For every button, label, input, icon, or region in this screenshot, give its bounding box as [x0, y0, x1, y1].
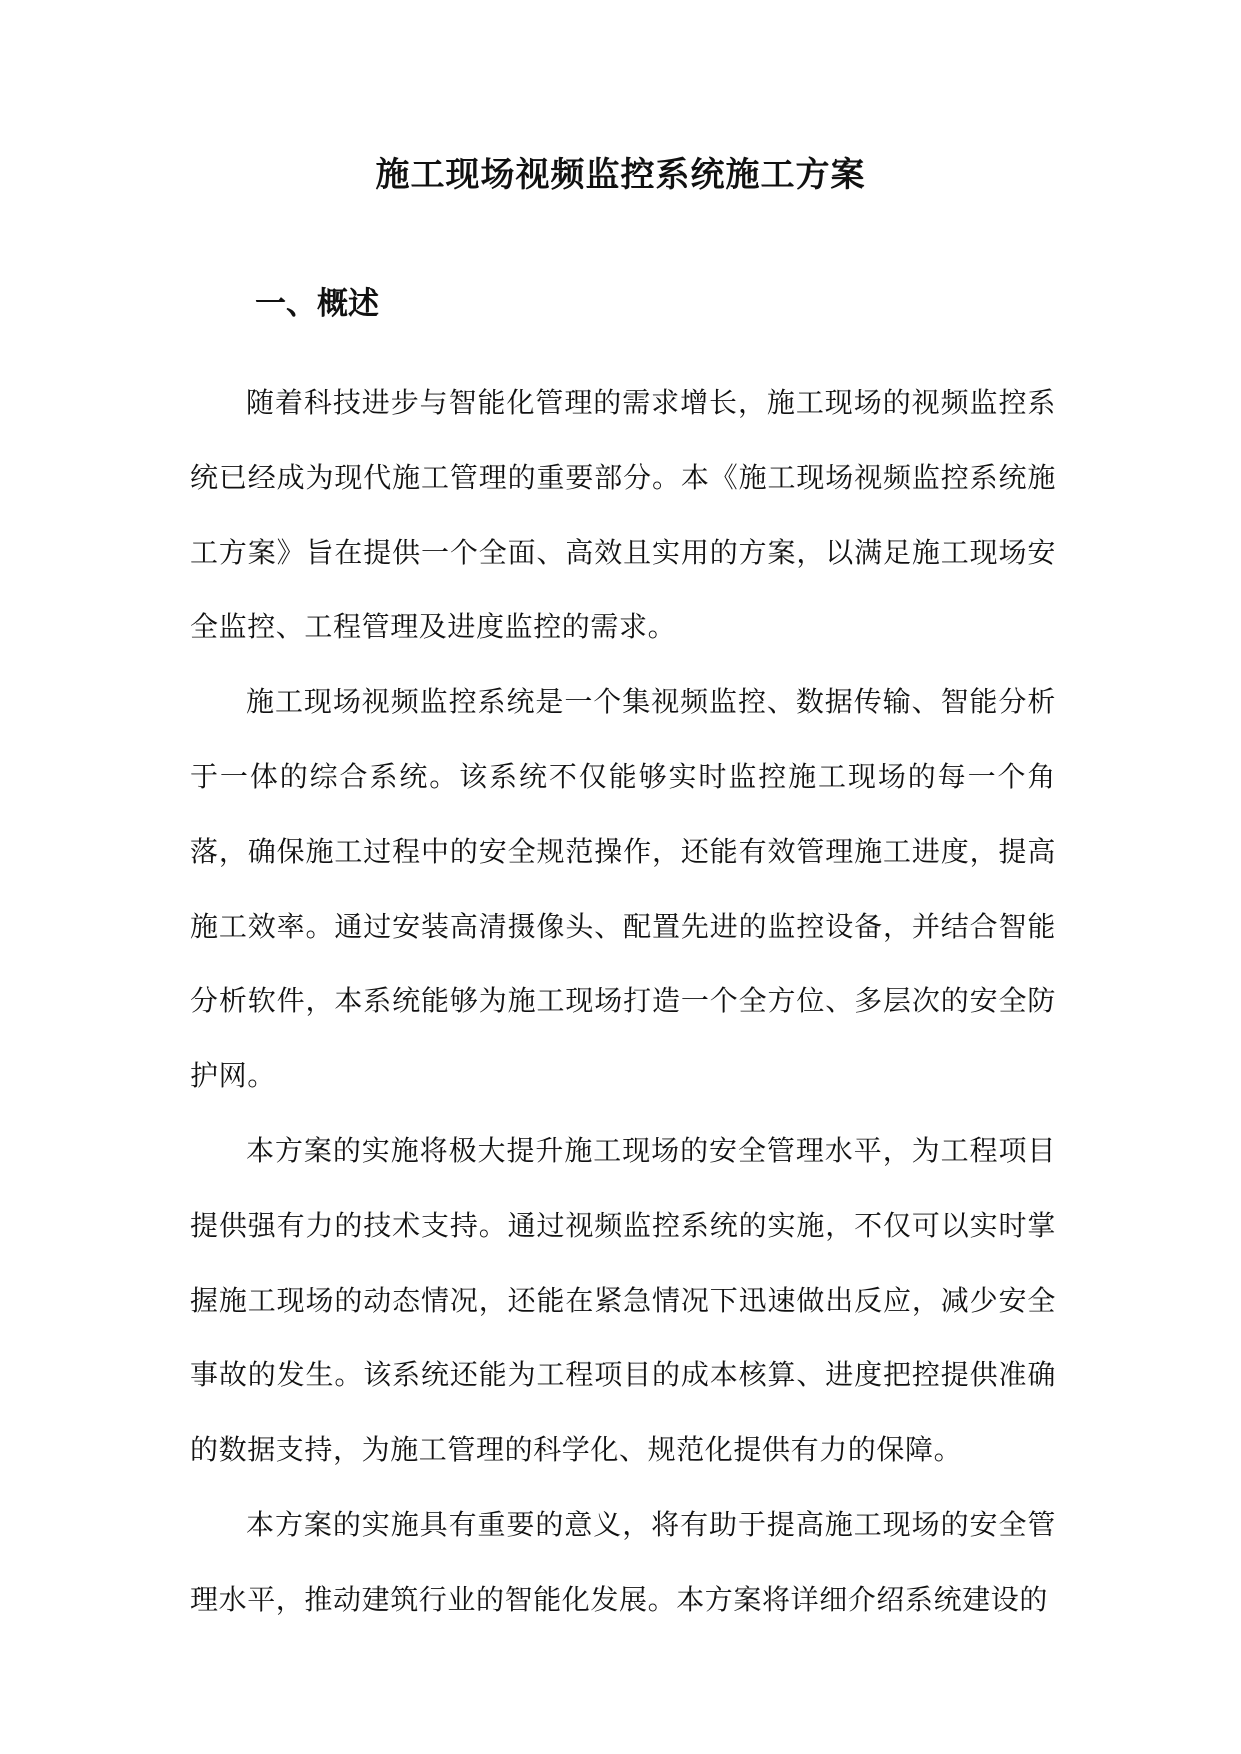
document-title: 施工现场视频监控系统施工方案: [375, 155, 866, 195]
section-heading: 一、概述: [255, 286, 379, 322]
paragraph: 随着科技进步与智能化管理的需求增长，施工现场的视频监控系统已经成为现代施工管理的重要部分。本《施工现场视频监控系统施工方案》旨在提供一个全面、高效且实用的方案，以满足施工现场安全监控、工程管理及进度监控的需求。: [190, 386, 1056, 644]
section-body: [190, 366, 1056, 1638]
paragraph: 本方案的实施具有重要的意义，将有助于提高施工现场的安全管理水平，推动建筑行业的智能化发展。本方案将详细介绍系统建设的: [190, 1507, 1056, 1616]
paragraph: 施工现场视频监控系统是一个集视频监控、数据传输、智能分析于一体的综合系统。该系统不仅能够实时监控施工现场的每一个角落，确保施工过程中的安全规范操作，还能有效管理施工进度，提高施工效率。通过安装高清摄像头、配置先进的监控设备，并结合智能分析软件，本系统能够为施工现场打造一个全方位、多层次的安全防护网。: [190, 685, 1056, 1093]
paragraph: 本方案的实施将极大提升施工现场的安全管理水平，为工程项目提供强有力的技术支持。通过视频监控系统的实施，不仅可以实时掌握施工现场的动态情况，还能在紧急情况下迅速做出反应，减少安全事故的发生。该系统还能为工程项目的成本核算、进度把控提供准确的数据支持，为施工管理的科学化、规范化提供有力的保障。: [190, 1133, 1056, 1467]
